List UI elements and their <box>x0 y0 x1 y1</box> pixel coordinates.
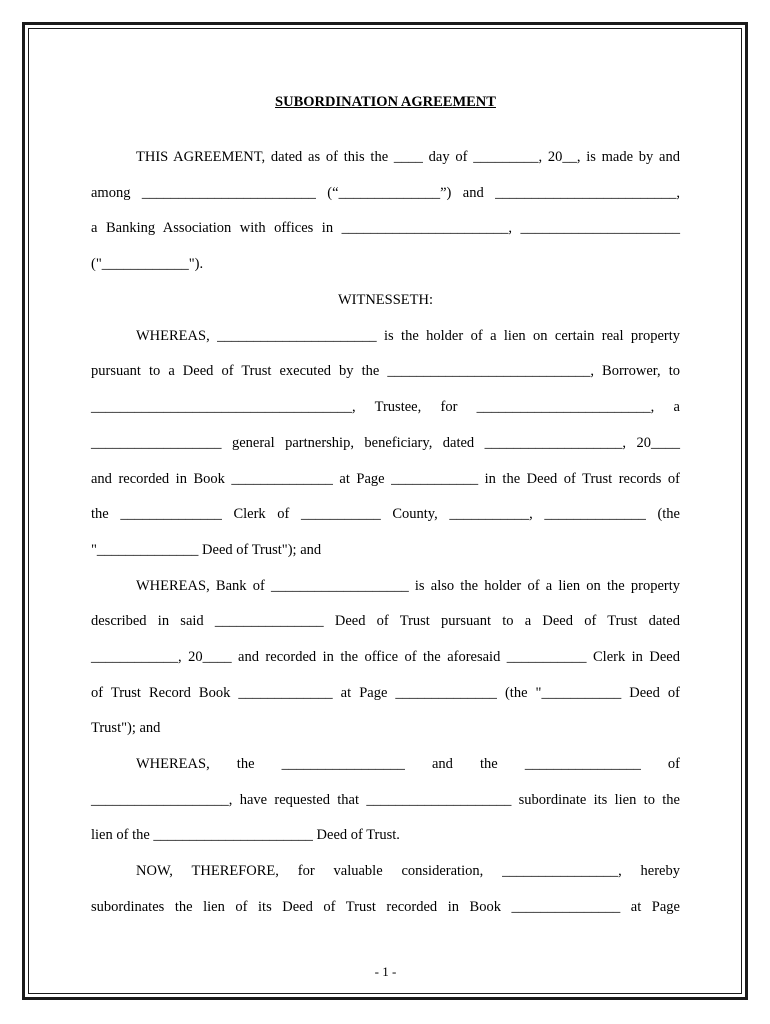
paragraph-line: WHEREAS, Bank of ___________________ is also the holder of a lien on the property <box>136 578 680 594</box>
paragraph-line: pursuant to a Deed of Trust executed by the ____________________________, Borrower, to <box>91 363 680 379</box>
paragraph-line: ___________________, have requested that ____________________ subordinate its lien to the <box>91 792 680 808</box>
paragraph-line: ____________________________________, Trustee, for ________________________, a <box>91 399 680 415</box>
page-number: - 1 - <box>374 964 397 979</box>
paragraph-line: WHEREAS, ______________________ is the holder of a lien on certain real property <box>136 328 680 344</box>
document-title: SUBORDINATION AGREEMENT <box>275 94 496 110</box>
section-heading-witnesseth: WITNESSETH: <box>337 292 434 308</box>
paragraph-line: and recorded in Book ______________ at Page ____________ in the Deed of Trust records of <box>91 471 680 487</box>
paragraph-line: of Trust Record Book _____________ at Page ______________ (the "___________ Deed of <box>91 685 680 701</box>
paragraph-line: described in said _______________ Deed of Trust pursuant to a Deed of Trust dated <box>91 613 680 629</box>
paragraph-line: lien of the ______________________ Deed of Trust. <box>91 827 400 843</box>
paragraph-line: Trust"); and <box>91 720 161 736</box>
paragraph-line: a Banking Association with offices in _______________________, ______________________ <box>91 220 680 236</box>
paragraph-line: ("____________"). <box>91 256 204 272</box>
paragraph-line: subordinates the lien of its Deed of Trust recorded in Book _______________ at Page <box>91 899 680 915</box>
paragraph-line: the ______________ Clerk of ___________ County, ___________, ______________ (the <box>91 506 680 522</box>
paragraph-line: ____________, 20____ and recorded in the office of the aforesaid ___________ Clerk in Deed <box>91 649 680 665</box>
paragraph-line: "______________ Deed of Trust"); and <box>91 542 322 558</box>
paragraph-line: NOW, THEREFORE, for valuable consideration, ________________, hereby <box>136 863 680 879</box>
paragraph-line: WHEREAS, the _________________ and the ________________ of <box>136 756 680 772</box>
paragraph-line: __________________ general partnership, beneficiary, dated ___________________, 20____ <box>91 435 680 451</box>
paragraph-line: among ________________________ (“______________”) and _________________________, <box>91 185 680 201</box>
paragraph-line: THIS AGREEMENT, dated as of this the ____ day of _________, 20__, is made by and <box>136 149 680 165</box>
